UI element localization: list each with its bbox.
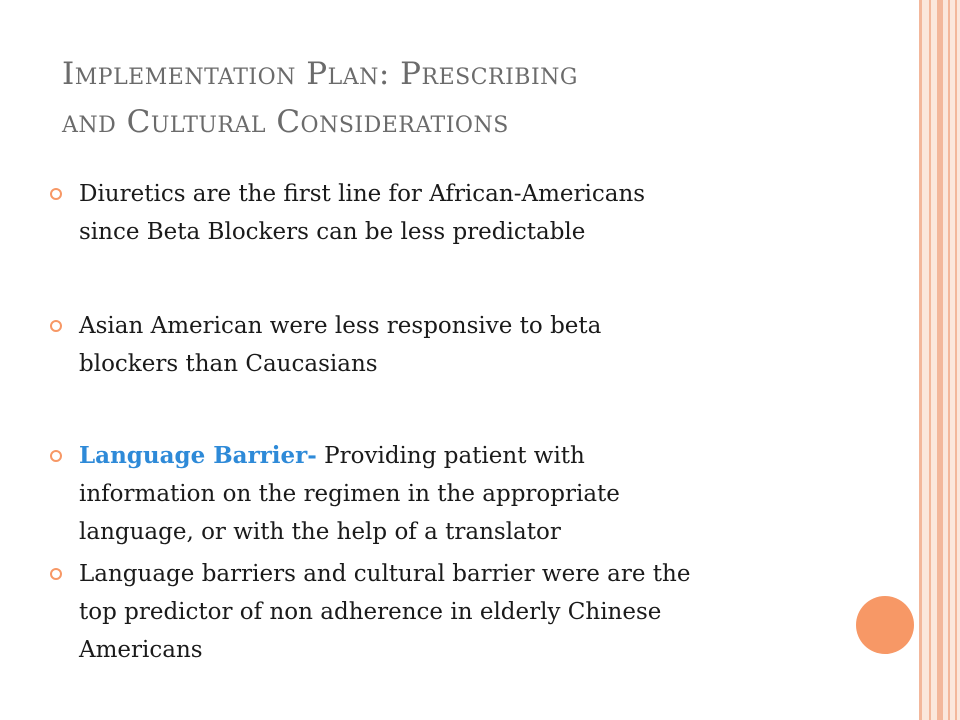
bullet-item-language-barriers (50, 555, 840, 669)
decorative-stripe (919, 0, 922, 720)
bullet-line: Americans (79, 637, 203, 663)
decorative-stripe (929, 0, 931, 720)
bullet-line: language, or with the help of a translator (79, 519, 561, 545)
bullet-line: blockers than Caucasians (79, 351, 378, 377)
bullet-line (79, 437, 840, 475)
bullet-highlight: Language Barrier- (79, 442, 317, 469)
bullet-line: since Beta Blockers can be less predictable (79, 219, 586, 245)
bullet-marker-icon (50, 320, 62, 332)
slide-title (62, 50, 842, 146)
bullet-item-language-barrier (50, 437, 840, 551)
bullet-line-rest: Providing patient with (316, 443, 585, 469)
bullet-text (79, 307, 840, 383)
bullet-line: Asian American were less responsive to beta (79, 313, 602, 339)
bullet-text (79, 175, 840, 251)
bullet-text (79, 437, 840, 551)
bullet-line: Diuretics are the first line for African-Americans (79, 181, 646, 207)
bullet-marker-icon (50, 450, 62, 462)
bullet-item-asian-american (50, 307, 840, 383)
decorative-circle (856, 596, 914, 654)
slide-title-line-1: Implementation Plan: Prescribing (62, 56, 578, 92)
decorative-stripe (948, 0, 950, 720)
bullet-item-diuretics (50, 175, 840, 251)
bullet-line: top predictor of non adherence in elderly Chinese (79, 599, 662, 625)
decorative-stripe (955, 0, 957, 720)
bullet-marker-icon (50, 188, 62, 200)
bullet-line: Language barriers and cultural barrier were are the (79, 561, 691, 587)
bullet-marker-icon (50, 568, 62, 580)
bullet-line: information on the regimen in the appropriate (79, 481, 620, 507)
decorative-stripe (937, 0, 943, 720)
bullet-text (79, 555, 840, 669)
slide-title-line-2: and Cultural Considerations (62, 104, 509, 140)
